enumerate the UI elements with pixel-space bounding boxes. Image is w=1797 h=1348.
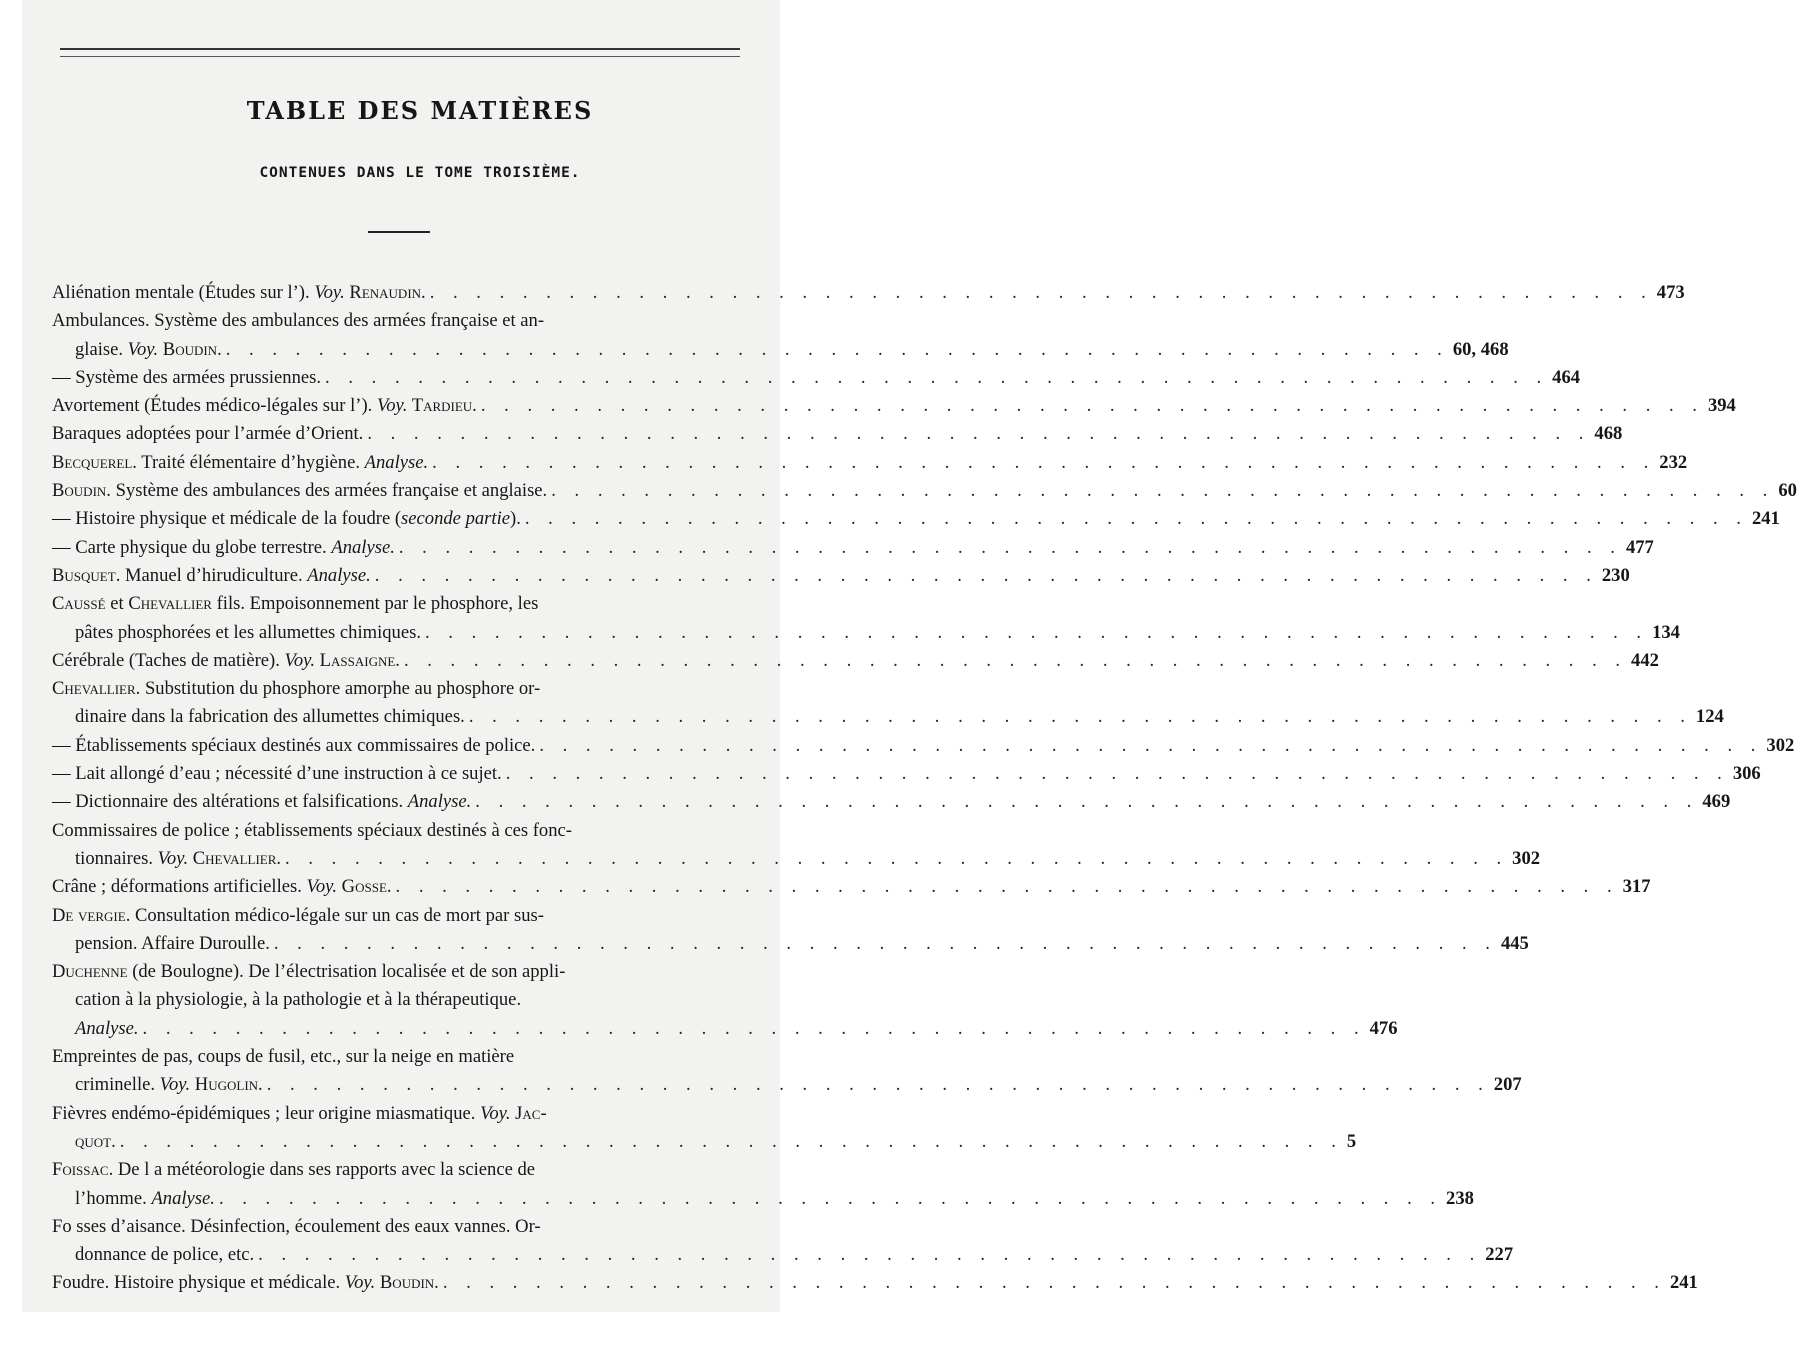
index-entry	[52, 392, 1736, 420]
entry-line	[52, 1100, 712, 1128]
italic-text: seconde partie	[401, 508, 510, 530]
entry-text-part: Baraques adoptées pour l’armée d’Orient.	[52, 423, 364, 445]
author-name: Boudin.	[158, 338, 222, 360]
dot-leaders: . . . . . . . . . . . . . . . . . . . . . . . . . . . . . . . . . . . . . . . . . . . . . . . . . . . . .	[285, 847, 1509, 869]
entry-line	[52, 1128, 1357, 1156]
entry-text	[75, 619, 421, 647]
author-name: Busquet	[52, 564, 116, 586]
dot-leaders: . . . . . . . . . . . . . . . . . . . . . . . . . . . . . . . . . . . . . . . . . . . . . . . . . . . . .	[480, 395, 1704, 417]
index-entry	[52, 1043, 1522, 1100]
index-entry	[52, 675, 1724, 732]
entry-line	[52, 590, 712, 618]
entry-text	[75, 1185, 215, 1213]
index-entry	[52, 902, 1529, 959]
entry-text	[75, 986, 521, 1014]
dot-leaders: . . . . . . . . . . . . . . . . . . . . . . . . . . . . . . . . . . . . . . . . . . . . . . . . . . . . .	[374, 564, 1598, 586]
entry-line	[52, 477, 1797, 505]
entry-text	[52, 788, 471, 816]
italic-text: Voy.	[157, 847, 189, 869]
entry-text	[52, 958, 565, 986]
author-name: Gosse.	[337, 876, 392, 898]
author-name: Tardieu.	[407, 395, 477, 417]
entry-text	[52, 1269, 439, 1297]
entry-text	[52, 647, 400, 675]
entry-line	[52, 420, 1623, 448]
entry-text	[52, 449, 428, 477]
entry-line	[52, 1015, 1398, 1043]
index-entry	[52, 788, 1731, 816]
dot-leaders: . . . . . . . . . . . . . . . . . . . . . . . . . . . . . . . . . . . . . . . . . . . . . . . . . . . . .	[119, 1130, 1343, 1152]
dot-leaders: . . . . . . . . . . . . . . . . . . . . . . . . . . . . . . . . . . . . . . . . . . . . . . . . . . . . .	[442, 1272, 1666, 1294]
entry-line	[52, 1213, 712, 1241]
entry-text-part: Fo sses d’aisance. Désinfection, écoulement des eaux vannes. Or-	[52, 1215, 541, 1237]
entry-text	[75, 1241, 254, 1269]
index-entry	[52, 760, 1761, 788]
entry-text	[52, 1213, 541, 1241]
entry-text-part: glaise.	[75, 338, 128, 360]
author-name: Jac-	[510, 1102, 547, 1124]
entry-text-part: . Manuel d’hirudiculture.	[115, 564, 308, 586]
dot-leaders: . . . . . . . . . . . . . . . . . . . . . . . . . . . . . . . . . . . . . . . . . . . . . . . . . . . . .	[398, 536, 1622, 558]
page-number: 238	[1446, 1187, 1474, 1209]
entry-text-part: Avortement (Études médico-légales sur l’).	[52, 395, 377, 417]
dot-leaders: . . . . . . . . . . . . . . . . . . . . . . . . . . . . . . . . . . . . . . . . . . . . . . . . . . . . .	[325, 366, 1549, 388]
italic-text: Analyse.	[75, 1017, 139, 1039]
page-number: 473	[1656, 282, 1685, 303]
entry-text-part: — Carte physique du globe terrestre.	[52, 536, 332, 558]
index-entry	[52, 307, 1509, 364]
page-number: 124	[1695, 706, 1724, 728]
italic-text: Analyse.	[307, 564, 371, 586]
entry-text-part: Fièvres endémo-épidémiques ; leur origine miasmatique.	[52, 1102, 481, 1124]
entry-line	[52, 675, 712, 703]
italic-text: Analyse.	[364, 451, 429, 473]
entry-text	[52, 420, 363, 448]
page-number: 464	[1552, 366, 1581, 388]
page-number: 468	[1594, 423, 1623, 445]
entry-line	[52, 505, 1780, 533]
page-subtitle: CONTENUES DANS LE TOME TROISIÈME.	[259, 165, 581, 181]
page-number: 476	[1369, 1017, 1398, 1039]
author-name: Renaudin.	[344, 282, 426, 303]
entry-text-part: . De l a météorologie dans ses rapports avec la science de	[108, 1159, 536, 1181]
index-entry	[52, 1100, 1357, 1157]
entry-text	[52, 307, 544, 335]
page-number: 394	[1707, 395, 1736, 417]
entry-text	[75, 1071, 263, 1099]
entry-text-part: ).	[510, 508, 521, 530]
dot-leaders: . . . . . . . . . . . . . . . . . . . . . . . . . . . . . . . . . . . . . . . . . . . . . . . . . . . . .	[225, 338, 1449, 360]
entry-line	[52, 902, 712, 930]
entry-text-part: — Établissements spéciaux destinés aux commissaires de police.	[52, 734, 536, 756]
entry-text-part: fils. Empoisonnement par le phosphore, les	[211, 593, 539, 615]
index-entry	[52, 1156, 1474, 1213]
page-number: 445	[1500, 932, 1529, 954]
entry-text	[52, 279, 426, 307]
page-number: 306	[1732, 763, 1761, 785]
page-number: 317	[1622, 876, 1651, 898]
index-entry	[52, 477, 1797, 505]
index-entry	[52, 873, 1651, 901]
entry-text-part: Empreintes de pas, coups de fusil, etc., sur la neige en matière	[52, 1046, 515, 1068]
entry-text	[52, 760, 502, 788]
index-entry	[52, 1213, 1514, 1270]
dot-leaders: . . . . . . . . . . . . . . . . . . . . . . . . . . . . . . . . . . . . . . . . . . . . . . . . . . . . .	[367, 423, 1591, 445]
entry-text-part: — Système des armées prussiennes.	[52, 366, 322, 388]
dot-leaders: . . . . . . . . . . . . . . . . . . . . . . . . . . . . . . . . . . . . . . . . . . . . . . . . . . . . .	[395, 876, 1619, 898]
entry-text-part: donnance de police, etc.	[75, 1244, 255, 1266]
index-entry	[52, 534, 1654, 562]
entry-line	[52, 930, 1529, 958]
entry-text-part: — Lait allongé d’eau ; nécessité d’une instruction à ce sujet.	[52, 763, 502, 785]
page-number: 477	[1625, 536, 1654, 558]
dot-leaders: . . . . . . . . . . . . . . . . . . . . . . . . . . . . . . . . . . . . . . . . . . . . . . . . . . . . .	[524, 508, 1748, 530]
entry-line	[52, 986, 712, 1014]
author-name: Chevallier	[52, 678, 136, 700]
entry-text	[52, 562, 371, 590]
entry-text	[52, 364, 321, 392]
italic-text: Analyse.	[331, 536, 395, 558]
page-margin-bottom	[0, 1312, 800, 1348]
author-name: Becquerel	[52, 451, 133, 473]
index-entry	[52, 505, 1780, 533]
page-number: 302	[1766, 734, 1795, 756]
entry-text-part: (de Boulogne). De l’électrisation localisée et de son appli-	[127, 961, 566, 983]
italic-text: Analyse.	[407, 791, 472, 813]
italic-text: Voy.	[159, 1074, 191, 1096]
entry-text	[52, 873, 392, 901]
entry-text	[52, 534, 395, 562]
index-entry	[52, 279, 1685, 307]
entry-text-part: . Système des ambulances des armées française et anglaise.	[106, 480, 548, 502]
dot-leaders: . . . . . . . . . . . . . . . . . . . . . . . . . . . . . . . . . . . . . . . . . . . . . . . . . . . . .	[266, 1074, 1490, 1096]
entry-text-part: . Substitution du phosphore amorphe au phosphore or-	[135, 678, 541, 700]
dot-leaders: . . . . . . . . . . . . . . . . . . . . . . . . . . . . . . . . . . . . . . . . . . . . . . . . . . . . .	[475, 791, 1699, 813]
page-margin-left	[0, 0, 22, 1348]
entry-text	[75, 1015, 139, 1043]
entry-line	[52, 703, 1724, 731]
entry-line	[52, 1071, 1522, 1099]
entry-line	[52, 732, 1795, 760]
author-name: Hugolin.	[190, 1074, 263, 1096]
index-entry	[52, 449, 1688, 477]
entry-text-part: dinaire dans la fabrication des allumettes chimiques.	[75, 706, 465, 728]
dot-leaders: . . . . . . . . . . . . . . . . . . . . . . . . . . . . . . . . . . . . . . . . . . . . . . . . . . . . .	[432, 451, 1656, 473]
index-entry	[52, 958, 1398, 1043]
entry-text-part: Commissaires de police ; établissements spéciaux destinés à ces fonc-	[52, 819, 572, 841]
entry-text	[75, 336, 222, 364]
entry-line	[52, 449, 1688, 477]
entry-text	[52, 1156, 535, 1184]
entry-text	[52, 1043, 514, 1071]
italic-text: Analyse.	[151, 1187, 215, 1209]
entry-text-part: — Histoire physique et médicale de la foudre (	[52, 508, 402, 530]
dot-leaders: . . . . . . . . . . . . . . . . . . . . . . . . . . . . . . . . . . . . . . . . . . . . . . . . . . . . .	[258, 1244, 1482, 1266]
author-name: quot.	[75, 1130, 116, 1152]
page-number: 241	[1669, 1272, 1698, 1294]
entry-text	[52, 477, 547, 505]
dot-leaders: . . . . . . . . . . . . . . . . . . . . . . . . . . . . . . . . . . . . . . . . . . . . . . . . . . . . .	[539, 734, 1763, 756]
italic-text: Voy.	[314, 282, 345, 303]
author-name: Boudin.	[375, 1272, 439, 1294]
entry-line	[52, 873, 1651, 901]
page-number: 469	[1702, 791, 1731, 813]
entry-text	[52, 590, 538, 618]
entry-line	[52, 817, 712, 845]
dot-leaders: . . . . . . . . . . . . . . . . . . . . . . . . . . . . . . . . . . . . . . . . . . . . . . . . . . . . .	[218, 1187, 1443, 1209]
page-number: 230	[1601, 564, 1630, 586]
entry-text	[52, 392, 477, 420]
page-number: 134	[1652, 621, 1680, 643]
page-number: 227	[1485, 1244, 1514, 1266]
entry-line	[52, 647, 1659, 675]
index-entry	[52, 562, 1630, 590]
page-number: 207	[1493, 1074, 1522, 1096]
entry-text	[75, 845, 281, 873]
entry-text-part: criminelle.	[75, 1074, 160, 1096]
entry-line	[52, 1241, 1514, 1269]
index-entry	[52, 647, 1659, 675]
entry-line	[52, 619, 1680, 647]
entry-text	[52, 675, 540, 703]
entry-text-part: Aliénation mentale (Études sur l’).	[52, 282, 315, 303]
author-name: Chevallier	[128, 593, 212, 615]
index-entry	[52, 364, 1581, 392]
entry-line	[52, 364, 1581, 392]
page-number: 302	[1512, 847, 1541, 869]
dot-leaders: . . . . . . . . . . . . . . . . . . . . . . . . . . . . . . . . . . . . . . . . . . . . . . . . . . . . .	[505, 763, 1729, 785]
italic-text: Voy.	[344, 1272, 376, 1294]
entry-text	[52, 732, 535, 760]
entry-line	[52, 562, 1630, 590]
italic-text: Voy.	[284, 649, 315, 671]
index-entry	[52, 732, 1795, 760]
page-number: 60	[1778, 480, 1797, 502]
author-name: Foissac	[52, 1159, 109, 1181]
entry-line	[52, 307, 712, 335]
index-entry	[52, 420, 1623, 448]
entry-text-part: Foudre. Histoire physique et médicale.	[52, 1272, 345, 1294]
author-name: Lassaigne.	[315, 649, 400, 671]
page-title: TABLE DES MATIÈRES	[246, 96, 594, 125]
italic-text: Voy.	[480, 1102, 511, 1124]
entry-line	[52, 392, 1736, 420]
entry-line	[52, 336, 1509, 364]
entry-text-part: tionnaires.	[75, 847, 158, 869]
dot-leaders: . . . . . . . . . . . . . . . . . . . . . . . . . . . . . . . . . . . . . . . . . . . . . . . . . . . . .	[468, 706, 1692, 728]
entry-text-part: . Traité élémentaire d’hygiène.	[132, 451, 365, 473]
entry-line	[52, 958, 712, 986]
top-rule	[60, 48, 740, 50]
dot-leaders: . . . . . . . . . . . . . . . . . . . . . . . . . . . . . . . . . . . . . . . . . . . . . . . . . . . . .	[424, 621, 1649, 643]
entry-text-part: et	[105, 593, 129, 615]
entry-line	[52, 788, 1731, 816]
entry-text-part: l’homme.	[75, 1187, 152, 1209]
title-separator-rule	[368, 231, 430, 233]
entry-line	[52, 534, 1654, 562]
index-entries	[52, 279, 1797, 1298]
entry-line	[52, 279, 1685, 307]
entry-line	[52, 1269, 1698, 1297]
italic-text: Voy.	[306, 876, 338, 898]
entry-text-part: pâtes phosphorées et les allumettes chimiques.	[75, 621, 421, 643]
entry-line	[52, 1043, 712, 1071]
entry-text	[75, 1128, 116, 1156]
entry-text	[75, 703, 465, 731]
page-number: 60, 468	[1452, 338, 1509, 360]
author-name: Boudin	[52, 480, 107, 502]
dot-leaders: . . . . . . . . . . . . . . . . . . . . . . . . . . . . . . . . . . . . . . . . . . . . . . . . . . . . .	[429, 282, 1653, 303]
dot-leaders: . . . . . . . . . . . . . . . . . . . . . . . . . . . . . . . . . . . . . . . . . . . . . . . . . . . . .	[142, 1017, 1366, 1039]
entry-text-part: cation à la physiologie, à la pathologie et à la thérapeutique.	[75, 989, 522, 1011]
page-number: 232	[1659, 451, 1688, 473]
author-name: Chevallier.	[188, 847, 282, 869]
entry-line	[52, 1156, 712, 1184]
author-name: Caussé	[52, 593, 106, 615]
author-name: Duchenne	[52, 961, 128, 983]
entry-text-part: Ambulances. Système des ambulances des armées française et an-	[52, 310, 545, 332]
author-name: De vergie	[52, 904, 126, 926]
top-rule-thin	[60, 56, 740, 57]
page-number: 442	[1631, 649, 1659, 671]
entry-line	[52, 1185, 1474, 1213]
entry-text	[52, 817, 572, 845]
index-entry	[52, 817, 1541, 874]
entry-text-part: Crâne ; déformations artificielles.	[52, 876, 307, 898]
entry-text	[52, 505, 521, 533]
entry-line	[52, 760, 1761, 788]
entry-text-part: . Consultation médico-légale sur un cas de mort par sus-	[125, 904, 544, 926]
entry-text-part: Cérébrale (Taches de matière).	[52, 649, 285, 671]
entry-text-part: pension. Affaire Duroulle.	[75, 932, 270, 954]
dot-leaders: . . . . . . . . . . . . . . . . . . . . . . . . . . . . . . . . . . . . . . . . . . . . . . . . . . . . .	[551, 480, 1775, 502]
entry-text	[52, 1100, 547, 1128]
italic-text: Voy.	[376, 395, 408, 417]
dot-leaders: . . . . . . . . . . . . . . . . . . . . . . . . . . . . . . . . . . . . . . . . . . . . . . . . . . . . .	[403, 649, 1628, 671]
italic-text: Voy.	[127, 338, 159, 360]
index-entry	[52, 1269, 1698, 1297]
entry-text	[75, 930, 270, 958]
page-header	[40, 96, 800, 181]
index-entry	[52, 590, 1680, 647]
dot-leaders: . . . . . . . . . . . . . . . . . . . . . . . . . . . . . . . . . . . . . . . . . . . . . . . . . . . . .	[273, 932, 1497, 954]
page-number: 5	[1346, 1130, 1357, 1152]
entry-text-part: — Dictionnaire des altérations et falsifications.	[52, 791, 408, 813]
entry-text	[52, 902, 544, 930]
entry-line	[52, 845, 1541, 873]
page-number: 241	[1751, 508, 1780, 530]
